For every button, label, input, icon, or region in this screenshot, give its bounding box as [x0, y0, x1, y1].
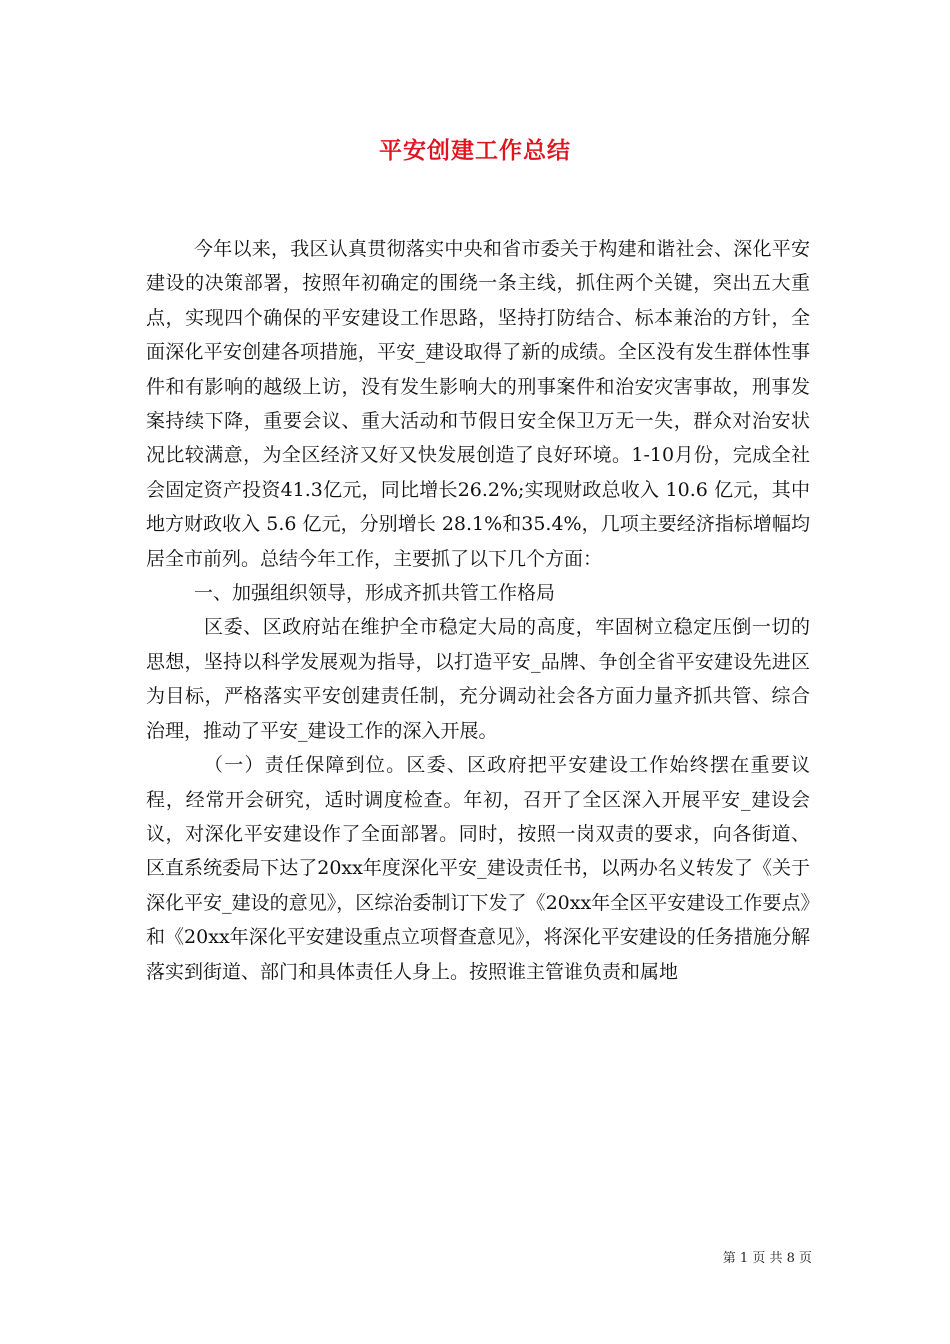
paragraph-section-1: 区委、区政府站在维护全市稳定大局的高度，牢固树立稳定压倒一切的思想，坚持以科学发展观为指导，以打造平安_品牌、争创全省平安建设先进区为目标，严格落实平安创建责任制，充分调动社会各方面力量齐抓共管、综合治理，推动了平安_建设工作的深入开展。: [146, 616, 810, 742]
page-number: 第 1 页 共 8 页: [722, 1251, 812, 1266]
document-body: [146, 232, 810, 989]
paragraph-intro: 今年以来，我区认真贯彻落实中央和省市委关于构建和谐社会、深化平安建设的决策部署，按照年初确定的围绕一条主线，抓住两个关键，突出五大重点，实现四个确保的平安建设工作思路，坚持打防结合、标本兼治的方针，全面深化平安创建各项措施，平安_建设取得了新的成绩。全区没有发生群体性事件和有影响的越级上访，没有发生影响大的刑事案件和治安灾害事故，刑事发案持续下降，重要会议、重大活动和节假日安全保卫万无一失，群众对治安状况比较满意，为全区经济又好又快发展创造了良好环境。1-10月份，完成全社会固定资产投资41.3亿元，同比增长26.2%;实现财政总收入 10.6 亿元，其中地方财政收入 5.6 亿元，分别增长 28.1%和35.4%，几项主要经济指标增幅均居全市前列。总结今年工作，主要抓了以下几个方面：: [146, 238, 810, 570]
section-heading-1: 一、加强组织领导，形成齐抓共管工作格局: [194, 582, 556, 605]
paragraph-subsection-1: （一）责任保障到位。区委、区政府把平安建设工作始终摆在重要议程，经常开会研究，适时调度检查。年初，召开了全区深入开展平安_建设会议，对深化平安建设作了全面部署。同时，按照一岗双责的要求，向各街道、区直系统委局下达了20xx年度深化平安_建设责任书，以两办名义转发了《关于深化平安_建设的意见》，区综治委制订下发了《20xx年全区平安建设工作要点》和《20xx年深化平安建设重点立项督查意见》，将深化平安建设的任务措施分解落实到街道、部门和具体责任人身上。按照谁主管谁负责和属地: [146, 754, 810, 983]
document-title: 平安创建工作总结: [379, 137, 571, 164]
